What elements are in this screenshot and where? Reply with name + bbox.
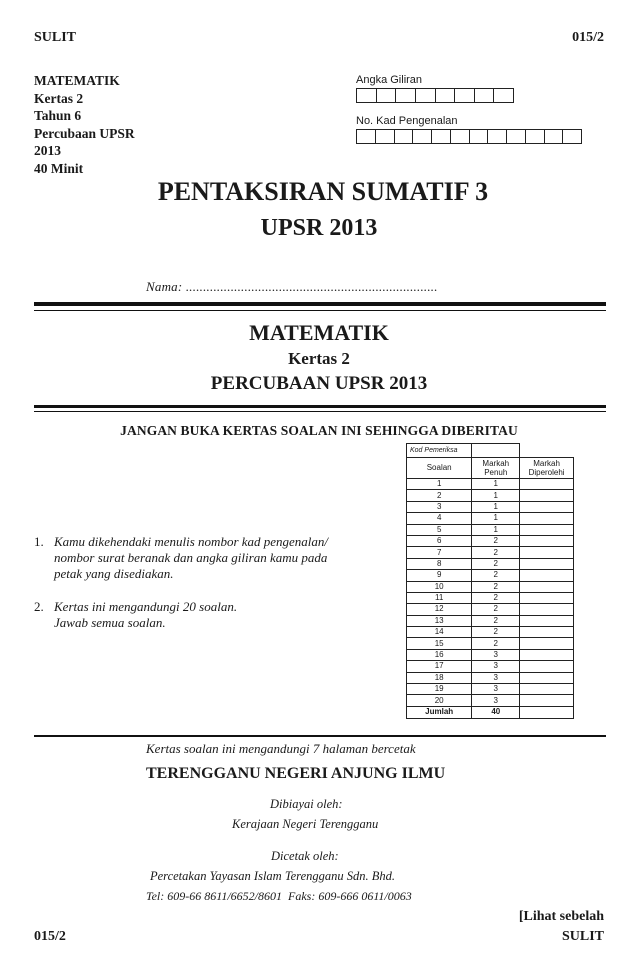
instruction-1 xyxy=(34,534,394,582)
table-row xyxy=(407,684,574,695)
kad-pengenalan-box[interactable] xyxy=(413,130,432,143)
instruction-line: Jawab semua soalan. xyxy=(54,615,166,630)
table-row xyxy=(407,490,574,501)
name-field[interactable]: Nama: ......................................................................... xyxy=(146,279,438,294)
table-row xyxy=(407,524,574,535)
footer-code: 015/2 xyxy=(34,929,66,944)
divider xyxy=(34,411,606,412)
obtained-marks-cell[interactable] xyxy=(520,535,574,546)
instruction-line: petak yang disediakan. xyxy=(54,566,174,581)
table-row xyxy=(407,558,574,569)
angka-giliran-label: Angka Giliran xyxy=(356,74,423,86)
table-row xyxy=(407,638,574,649)
obtained-marks-cell[interactable] xyxy=(520,695,574,706)
obtained-marks-cell[interactable] xyxy=(520,604,574,615)
full-marks: 1 xyxy=(472,501,520,512)
contact: Tel: 609-66 8611/6652/8601 Faks: 609-666 0611/0063 xyxy=(146,889,412,903)
header-code: 015/2 xyxy=(572,30,604,45)
table-row xyxy=(407,661,574,672)
full-marks: 2 xyxy=(472,592,520,603)
examiner-code-cell[interactable] xyxy=(472,444,520,458)
question-number: 7 xyxy=(407,547,472,558)
obtained-marks-cell[interactable] xyxy=(520,501,574,512)
full-marks: 2 xyxy=(472,604,520,615)
examiner-code-label: Kod Pemeriksa xyxy=(407,444,472,458)
pages-note: Kertas soalan ini mengandungi 7 halaman bercetak xyxy=(146,741,416,756)
kad-pengenalan-label: No. Kad Pengenalan xyxy=(356,115,458,127)
obtained-marks-cell[interactable] xyxy=(520,615,574,626)
subject-exam: PERCUBAAN UPSR 2013 xyxy=(210,373,428,394)
kad-pengenalan-box[interactable] xyxy=(545,130,564,143)
question-number: 19 xyxy=(407,684,472,695)
turn-over-note: [Lihat sebelah xyxy=(518,909,604,924)
obtained-marks-cell[interactable] xyxy=(520,524,574,535)
question-number: 5 xyxy=(407,524,472,535)
angka-giliran-box[interactable] xyxy=(436,89,456,102)
question-number: 9 xyxy=(407,570,472,581)
angka-giliran-box[interactable] xyxy=(475,89,495,102)
obtained-marks-cell[interactable] xyxy=(520,558,574,569)
full-marks: 1 xyxy=(472,479,520,490)
obtained-marks-cell[interactable] xyxy=(520,581,574,592)
table-row xyxy=(407,513,574,524)
kad-pengenalan-boxes[interactable] xyxy=(356,129,582,144)
paper-info-line: Tahun 6 xyxy=(34,108,82,123)
paper-info-line: MATEMATIK xyxy=(34,73,120,88)
obtained-marks-cell[interactable] xyxy=(520,513,574,524)
kad-pengenalan-box[interactable] xyxy=(488,130,507,143)
question-number: 11 xyxy=(407,592,472,603)
paper-info-line: 2013 xyxy=(34,143,61,158)
full-marks: 2 xyxy=(472,570,520,581)
obtained-marks-cell[interactable] xyxy=(520,672,574,683)
question-number: 4 xyxy=(407,513,472,524)
obtained-marks-cell[interactable] xyxy=(520,684,574,695)
footer-sulit: SULIT xyxy=(561,929,604,944)
full-marks: 2 xyxy=(472,638,520,649)
header-soalan: Soalan xyxy=(407,458,472,479)
table-row xyxy=(407,547,574,558)
table-row xyxy=(407,501,574,512)
question-number: 16 xyxy=(407,649,472,660)
full-marks: 1 xyxy=(472,490,520,501)
table-row xyxy=(407,479,574,490)
full-marks: 3 xyxy=(472,649,520,660)
instruction-line: nombor surat beranak dan angka giliran kamu pada xyxy=(54,550,328,565)
paper-info-line: Kertas 2 xyxy=(34,90,84,106)
full-marks: 3 xyxy=(472,695,520,706)
main-title: PENTAKSIRAN SUMATIF 3 xyxy=(157,177,489,206)
kad-pengenalan-box[interactable] xyxy=(507,130,526,143)
kad-pengenalan-box[interactable] xyxy=(357,130,376,143)
obtained-marks-cell[interactable] xyxy=(520,638,574,649)
instruction-line: Kertas ini mengandungi 20 soalan. xyxy=(54,599,238,614)
kad-pengenalan-box[interactable] xyxy=(563,130,581,143)
full-marks: 2 xyxy=(472,558,520,569)
question-number: 13 xyxy=(407,615,472,626)
table-row xyxy=(407,592,574,603)
total-obtained-cell[interactable] xyxy=(520,706,574,718)
kad-pengenalan-box[interactable] xyxy=(432,130,451,143)
table-row xyxy=(407,627,574,638)
printed-label: Dicetak oleh: xyxy=(271,849,339,863)
paper-info-line: 40 Minit xyxy=(34,160,84,176)
angka-giliran-box[interactable] xyxy=(494,89,513,102)
table-row xyxy=(407,535,574,546)
warning-text: JANGAN BUKA KERTAS SOALAN INI SEHINGGA DIBERITAU xyxy=(120,423,518,438)
kad-pengenalan-box[interactable] xyxy=(526,130,545,143)
funded-label: Dibiayai oleh: xyxy=(270,797,343,811)
table-row xyxy=(407,672,574,683)
instruction-2 xyxy=(34,599,394,631)
paper-info xyxy=(34,72,135,177)
angka-giliran-box[interactable] xyxy=(377,89,397,102)
obtained-marks-cell[interactable] xyxy=(520,592,574,603)
table-row xyxy=(407,649,574,660)
angka-giliran-box[interactable] xyxy=(357,89,377,102)
angka-giliran-box[interactable] xyxy=(416,89,436,102)
subject-title: MATEMATIK xyxy=(249,320,389,345)
instruction-number: 1. xyxy=(34,534,44,549)
motto: TERENGGANU NEGERI ANJUNG ILMU xyxy=(146,765,446,782)
header-markah-penuh: Markah Penuh xyxy=(472,458,520,479)
full-marks: 2 xyxy=(472,547,520,558)
full-marks: 2 xyxy=(472,535,520,546)
question-number: 18 xyxy=(407,672,472,683)
question-number: 10 xyxy=(407,581,472,592)
divider xyxy=(34,405,606,408)
obtained-marks-cell[interactable] xyxy=(520,490,574,501)
obtained-marks-cell[interactable] xyxy=(520,570,574,581)
divider xyxy=(34,302,606,306)
kad-pengenalan-box[interactable] xyxy=(395,130,414,143)
full-marks: 2 xyxy=(472,581,520,592)
instruction-line: Kamu dikehendaki menulis nombor kad pengenalan/ xyxy=(54,534,329,549)
table-row xyxy=(407,581,574,592)
question-number: 20 xyxy=(407,695,472,706)
obtained-marks-cell[interactable] xyxy=(520,627,574,638)
kad-pengenalan-box[interactable] xyxy=(451,130,470,143)
instruction-number: 2. xyxy=(34,599,44,614)
question-number: 2 xyxy=(407,490,472,501)
divider xyxy=(34,310,606,311)
table-empty-cell xyxy=(520,444,574,458)
subject-paper: Kertas 2 xyxy=(288,349,350,368)
full-marks: 1 xyxy=(472,513,520,524)
funded-by: Kerajaan Negeri Terengganu xyxy=(232,817,379,831)
paper-info-line: Percubaan UPSR xyxy=(34,125,135,141)
kad-pengenalan-box[interactable] xyxy=(376,130,395,143)
table-row xyxy=(407,695,574,706)
angka-giliran-box[interactable] xyxy=(396,89,416,102)
kad-pengenalan-box[interactable] xyxy=(470,130,489,143)
table-row xyxy=(407,604,574,615)
full-marks: 3 xyxy=(472,661,520,672)
question-number: 12 xyxy=(407,604,472,615)
header-sulit: SULIT xyxy=(34,30,77,45)
full-marks: 2 xyxy=(472,627,520,638)
full-marks: 1 xyxy=(472,524,520,535)
table-row xyxy=(407,615,574,626)
table-row xyxy=(407,570,574,581)
question-number: 3 xyxy=(407,501,472,512)
question-number: 15 xyxy=(407,638,472,649)
obtained-marks-cell[interactable] xyxy=(520,547,574,558)
question-number: 17 xyxy=(407,661,472,672)
question-number: 8 xyxy=(407,558,472,569)
angka-giliran-boxes[interactable] xyxy=(356,88,514,103)
header-markah-diperolehi: Markah Diperolehi xyxy=(520,458,574,479)
divider xyxy=(34,735,606,737)
score-table xyxy=(406,443,574,719)
full-marks: 3 xyxy=(472,672,520,683)
full-marks: 3 xyxy=(472,684,520,695)
question-number: 14 xyxy=(407,627,472,638)
obtained-marks-cell[interactable] xyxy=(520,649,574,660)
obtained-marks-cell[interactable] xyxy=(520,661,574,672)
printer: Percetakan Yayasan Islam Terengganu Sdn. Bhd. xyxy=(150,869,396,883)
question-number: 1 xyxy=(407,479,472,490)
full-marks: 2 xyxy=(472,615,520,626)
main-subtitle: UPSR 2013 xyxy=(260,215,378,241)
total-label: Jumlah xyxy=(407,706,472,718)
angka-giliran-box[interactable] xyxy=(455,89,475,102)
question-number: 6 xyxy=(407,535,472,546)
total-value: 40 xyxy=(472,706,520,718)
obtained-marks-cell[interactable] xyxy=(520,479,574,490)
